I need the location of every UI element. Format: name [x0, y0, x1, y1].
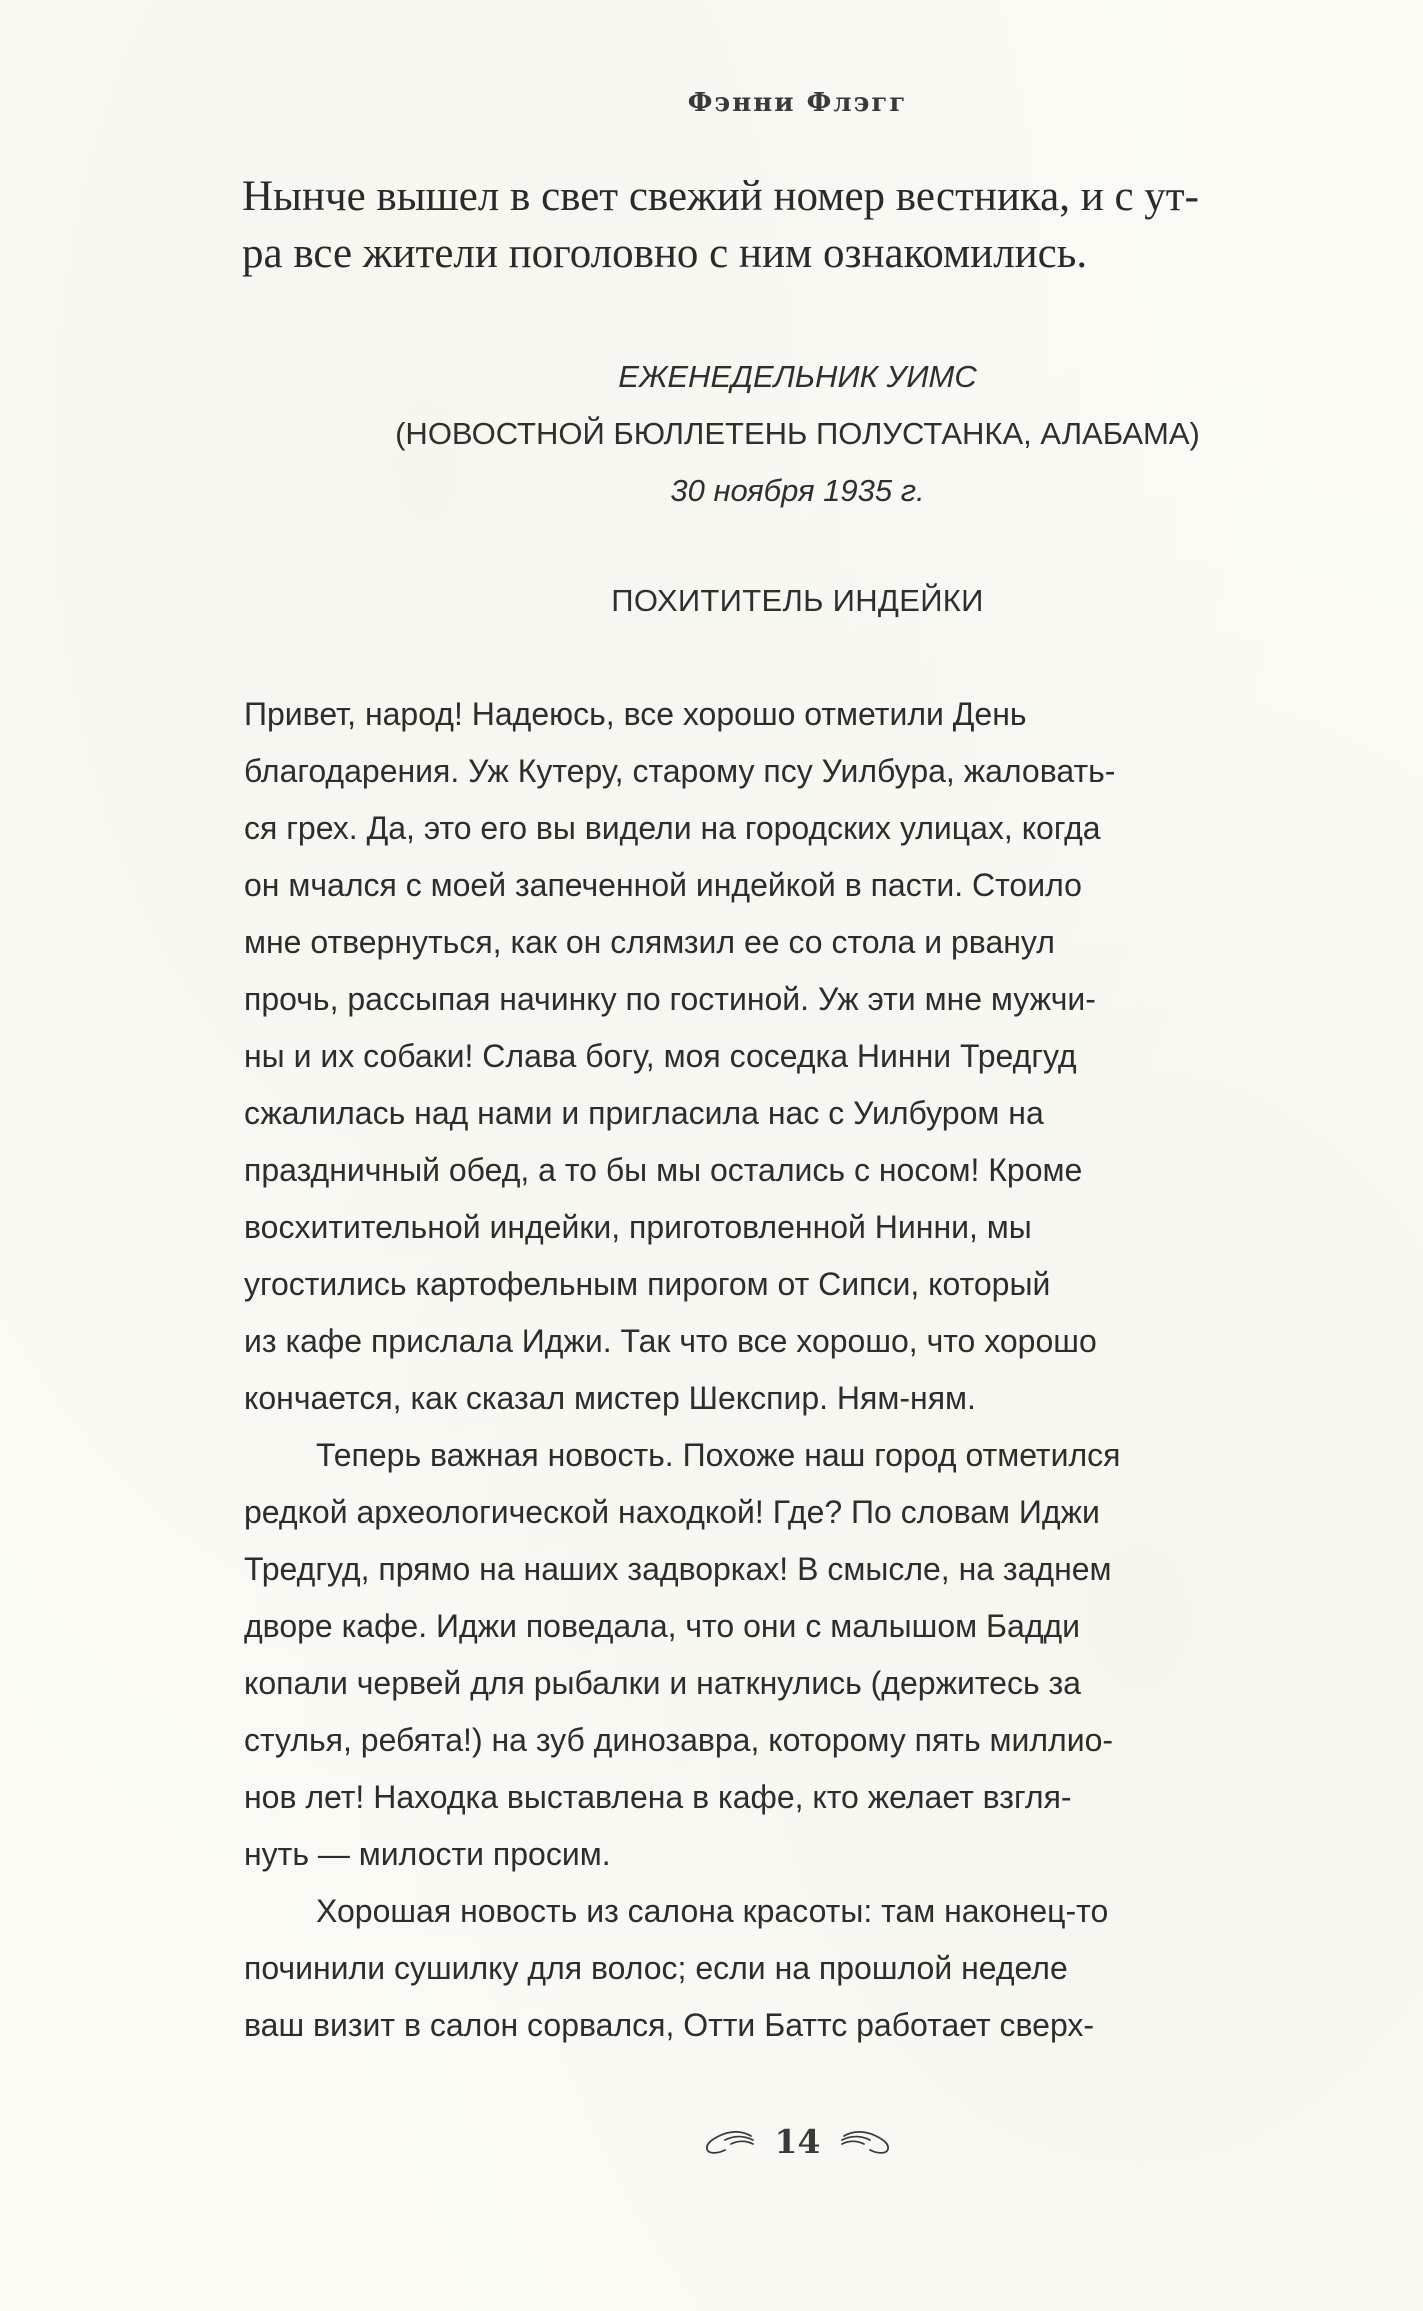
body-line: починили сушилку для волос; если на прошлой неделе: [244, 1950, 1068, 1986]
body-line: ся грех. Да, это его вы видели на городских улицах, когда: [244, 810, 1101, 846]
epigraph-line: ра все жители поголовно с ним ознакомились.: [242, 230, 1088, 277]
body-line: ны и их собаки! Слава богу, моя соседка Нинни Тредгуд: [244, 1038, 1077, 1074]
body-line: нуть — милости просим.: [244, 1836, 611, 1872]
body-line: Тредгуд, прямо на наших задворках! В смысле, на заднем: [244, 1551, 1112, 1587]
body-line: он мчался с моей запеченной индейкой в пасти. Стоило: [244, 867, 1082, 903]
flourish-left-icon: [701, 2127, 757, 2157]
article-body: [244, 686, 1354, 2054]
running-head-author: Фэнни Флэгг: [687, 88, 908, 118]
body-line: праздничный обед, а то бы мы остались с носом! Кроме: [244, 1152, 1083, 1188]
newsletter-masthead: [0, 348, 1423, 519]
body-line: редкой археологической находкой! Где? По словам Иджи: [244, 1494, 1100, 1530]
page-number: 14: [774, 2122, 821, 2161]
epigraph: [242, 168, 1352, 282]
publication-subtitle: (НОВОСТНОЙ БЮЛЛЕТЕНЬ ПОЛУСТАНКА, АЛАБАМА): [395, 416, 1200, 451]
body-line: прочь, рассыпая начинку по гостиной. Уж эти мне мужчи-: [244, 981, 1096, 1017]
flourish-right-icon: [838, 2127, 894, 2157]
page-footer: [0, 2122, 1423, 2161]
body-line: дворе кафе. Иджи поведала, что они с малышом Бадди: [244, 1608, 1081, 1644]
epigraph-line: Нынче вышел в свет свежий номер вестника, и с ут-: [242, 173, 1199, 220]
body-line: нов лет! Находка выставлена в кафе, кто желает взгля-: [244, 1779, 1072, 1815]
body-line: сжалилась над нами и пригласила нас с Уилбуром на: [244, 1095, 1044, 1131]
publication-name: ЕЖЕНЕДЕЛЬНИК УИМС: [618, 359, 977, 394]
body-line: ваш визит в салон сорвался, Отти Баттс работает сверх-: [244, 2007, 1095, 2043]
body-line: Привет, народ! Надеюсь, все хорошо отметили День: [244, 696, 1027, 732]
body-line: копали червей для рыбалки и наткнулись (держитесь за: [244, 1665, 1081, 1701]
body-line: из кафе прислала Иджи. Так что все хорошо, что хорошо: [244, 1323, 1097, 1359]
body-line: кончается, как сказал мистер Шекспир. Ням-ням.: [244, 1380, 976, 1416]
body-line-paragraph-start: Теперь важная новость. Похоже наш город отметился: [316, 1437, 1121, 1473]
body-line: стулья, ребята!) на зуб динозавра, которому пять миллио-: [244, 1722, 1114, 1758]
publication-date: 30 ноября 1935 г.: [670, 473, 925, 508]
body-line: мне отвернуться, как он слямзил ее со стола и рванул: [244, 924, 1055, 960]
body-line: благодарения. Уж Кутеру, старому псу Уилбура, жаловать-: [244, 753, 1116, 789]
body-line-paragraph-start: Хорошая новость из салона красоты: там наконец-то: [316, 1893, 1109, 1929]
article-title: ПОХИТИТЕЛЬ ИНДЕЙКИ: [611, 583, 984, 618]
body-line: угостились картофельным пирогом от Сипси, который: [244, 1266, 1051, 1302]
body-line: восхитительной индейки, приготовленной Нинни, мы: [244, 1209, 1032, 1245]
